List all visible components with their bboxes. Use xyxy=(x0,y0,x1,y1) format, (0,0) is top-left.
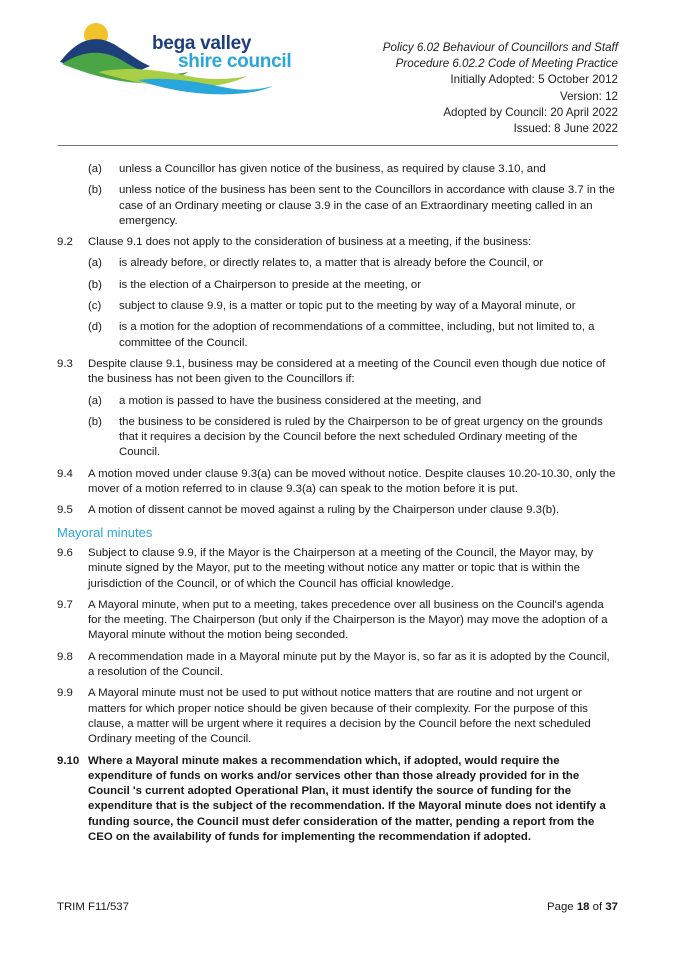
clause-9-8 xyxy=(57,650,619,681)
sub-clause xyxy=(57,415,619,461)
clause-text: Where a Mayoral minute makes a recommendation which, if adopted, would require the expenditure of funds on works and/or services other than those already provided for in the Council 's current adopted Operational Plan, it must identify the source of funding for the expenditure that is the subject of the recommendation. If the Mayoral minute does not identify a funding source, the Council must defer consideration of the matter, pending a report from the CEO on the availability of funds for implementing the recommendation if adopted. xyxy=(88,754,606,843)
clause-9-3 xyxy=(57,357,619,388)
clause-9-5 xyxy=(57,503,619,518)
logo-text-line1: bega valley xyxy=(152,33,252,54)
clause-text: A recommendation made in a Mayoral minute put by the Mayor is, so far as it is adopted by the Council, a resolution of the Council. xyxy=(88,650,610,679)
trim-reference: TRIM F11/537 xyxy=(57,901,129,913)
clause-text: A motion of dissent cannot be moved against a ruling by the Chairperson under clause 9.3(b). xyxy=(88,504,560,517)
sub-clause xyxy=(57,183,619,229)
clause-text: A Mayoral minute must not be used to put without notice matters that are routine and not urgent or matters for which proper notice should be given because of their complexity. For the purpose of this clause, a matter will be urgent where it requires a decision by the Council before the next scheduled Ordinary meeting of the Council. xyxy=(88,687,591,746)
clause-number: 9.2 xyxy=(57,236,73,249)
clause-number: 9.10 xyxy=(57,754,80,767)
header-divider xyxy=(58,145,618,146)
sub-clause-label: (a) xyxy=(88,257,102,270)
clause-number: 9.6 xyxy=(57,546,73,559)
clause-number: 9.7 xyxy=(57,598,73,611)
sub-clause-label: (a) xyxy=(88,163,102,175)
sub-clause-label: (b) xyxy=(88,278,102,291)
sub-clause-text: is the election of a Chairperson to preside at the meeting, or xyxy=(119,278,422,291)
sub-clause-label: (d) xyxy=(88,321,102,334)
page-number xyxy=(547,901,618,913)
issued-date: Issued: 8 June 2022 xyxy=(513,122,618,136)
logo-text-line2: shire council xyxy=(178,51,292,72)
section-heading-mayoral-minutes: Mayoral minutes xyxy=(57,524,153,540)
clause-number: 9.3 xyxy=(57,357,73,370)
clause-9-10 xyxy=(57,754,619,846)
page-word: Page xyxy=(547,901,574,913)
sub-clause-text: unless a Councillor has given notice of the business, as required by clause 3.10, and xyxy=(119,163,546,175)
sub-clause-text: unless notice of the business has been sent to the Councillors in accordance with clause 3.7 in the case of an Ordinary meeting or clause 3.9 in the case of an Extraordinary meeting called in an emergency. xyxy=(119,184,615,227)
clause-text: Subject to clause 9.9, if the Mayor is the Chairperson at a meeting of the Council, the Mayor may, by minute signed by the Mayor, put to the meeting without notice any matter or topic that is within the jurisdiction of the Council, or of which the Council has official knowledge. xyxy=(88,546,594,590)
sub-clause-label: (b) xyxy=(88,184,102,197)
sub-clause-text: subject to clause 9.9, is a matter or topic put to the meeting by way of a Mayoral minute, or xyxy=(119,300,576,313)
clause-text: Despite clause 9.1, business may be considered at a meeting of the Council even though due notice of the business has not been given to the Councillors if: xyxy=(88,357,606,386)
sub-clause xyxy=(57,256,619,271)
current-page: 18 xyxy=(576,901,590,913)
sub-clause-text: is a motion for the adoption of recommendations of a committee, including, but not limited to, a committee of the Council. xyxy=(119,321,595,349)
clause-number: 9.4 xyxy=(57,467,73,480)
policy-title: Policy 6.02 Behaviour of Councillors and Staff xyxy=(382,41,618,54)
clause-text: A Mayoral minute, when put to a meeting, takes precedence over all business on the Council's agenda for the meeting. The Chairperson (but only if the Chairperson is the Mayor) may move the adoption of a Mayoral minute without the motion being seconded. xyxy=(88,598,608,642)
total-pages: 37 xyxy=(605,901,618,913)
sub-clause xyxy=(57,299,619,314)
clause-number: 9.9 xyxy=(57,687,73,700)
sub-clause-label: (c) xyxy=(88,300,102,313)
version: Version: 12 xyxy=(559,89,618,103)
sub-clause-text: a motion is passed to have the business considered at the meeting, and xyxy=(119,394,482,407)
sub-clause xyxy=(57,162,619,177)
clause-9-6 xyxy=(57,546,619,592)
clause-9-7 xyxy=(57,598,619,644)
adopted-by-council: Adopted by Council: 20 April 2022 xyxy=(443,105,618,119)
sub-clause-label: (b) xyxy=(88,415,102,428)
clause-text: A motion moved under clause 9.3(a) can be moved without notice. Despite clauses 10.20-10.30, only the mover of a motion referred to in clause 9.3(a) can speak to the motion before it is put. xyxy=(88,467,616,496)
sub-clause-label: (a) xyxy=(88,394,102,407)
clause-9-2 xyxy=(57,235,619,250)
clause-9-9 xyxy=(57,686,619,747)
of-word: of xyxy=(592,901,603,913)
document-body xyxy=(57,162,619,851)
clause-9-4 xyxy=(57,467,619,498)
procedure-title: Procedure 6.02.2 Code of Meeting Practice xyxy=(395,57,618,71)
sub-clause xyxy=(57,394,619,409)
clause-number: 9.8 xyxy=(57,650,73,663)
sub-clause xyxy=(57,320,619,351)
document-header xyxy=(383,40,618,137)
clause-number: 9.5 xyxy=(57,504,73,517)
clause-text: Clause 9.1 does not apply to the consideration of business at a meeting, if the business: xyxy=(88,236,532,249)
sub-clause-text: the business to be considered is ruled by the Chairperson to be of great urgency on the grounds that it requires a decision by the Council before the next scheduled Ordinary meeting of the Council. xyxy=(119,415,603,459)
initially-adopted: Initially Adopted: 5 October 2012 xyxy=(450,73,618,87)
sub-clause-text: is already before, or directly relates to, a matter that is already before the Council, or xyxy=(119,257,544,270)
sub-clause xyxy=(57,278,619,293)
